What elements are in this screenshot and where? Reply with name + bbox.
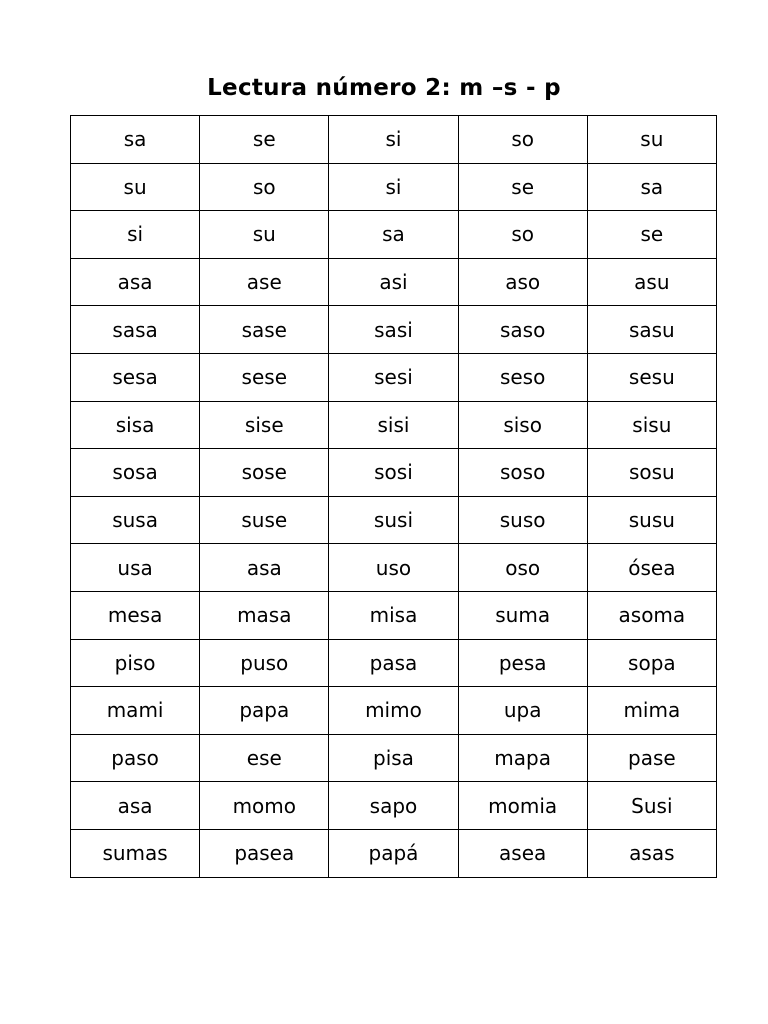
table-row xyxy=(71,829,717,877)
table-cell: si xyxy=(329,116,458,164)
table-cell: sisa xyxy=(71,401,200,449)
table-cell: paso xyxy=(71,734,200,782)
table-row xyxy=(71,306,717,354)
table-cell: sapo xyxy=(329,782,458,830)
table-cell: ase xyxy=(200,258,329,306)
table-cell: so xyxy=(458,211,587,259)
table-cell: momia xyxy=(458,782,587,830)
table-row xyxy=(71,449,717,497)
table-cell: mima xyxy=(587,687,716,735)
table-cell: asea xyxy=(458,829,587,877)
table-cell: asi xyxy=(329,258,458,306)
table-cell: sa xyxy=(71,116,200,164)
table-cell: papa xyxy=(200,687,329,735)
table-cell: saso xyxy=(458,306,587,354)
table-cell: sa xyxy=(329,211,458,259)
table-cell: su xyxy=(200,211,329,259)
table-cell: usa xyxy=(71,544,200,592)
table-cell: papá xyxy=(329,829,458,877)
table-cell: sosa xyxy=(71,449,200,497)
table-cell: suse xyxy=(200,496,329,544)
table-cell: mami xyxy=(71,687,200,735)
table-cell: Susi xyxy=(587,782,716,830)
table-cell: pasa xyxy=(329,639,458,687)
table-cell: asoma xyxy=(587,591,716,639)
table-cell: masa xyxy=(200,591,329,639)
table-cell: oso xyxy=(458,544,587,592)
table-cell: mimo xyxy=(329,687,458,735)
table-row xyxy=(71,687,717,735)
table-cell: sasa xyxy=(71,306,200,354)
table-row xyxy=(71,353,717,401)
table-row xyxy=(71,734,717,782)
table-row xyxy=(71,782,717,830)
table-cell: se xyxy=(200,116,329,164)
table-cell: misa xyxy=(329,591,458,639)
table-cell: sesi xyxy=(329,353,458,401)
table-cell: aso xyxy=(458,258,587,306)
table-cell: asa xyxy=(71,258,200,306)
table-cell: pase xyxy=(587,734,716,782)
table-row xyxy=(71,639,717,687)
table-cell: suma xyxy=(458,591,587,639)
table-cell: asa xyxy=(71,782,200,830)
table-cell: susu xyxy=(587,496,716,544)
table-cell: sosu xyxy=(587,449,716,497)
table-cell: ese xyxy=(200,734,329,782)
table-row xyxy=(71,544,717,592)
table-cell: sa xyxy=(587,163,716,211)
table-cell: sese xyxy=(200,353,329,401)
table-cell: si xyxy=(329,163,458,211)
table-row xyxy=(71,211,717,259)
table-cell: asas xyxy=(587,829,716,877)
table-cell: sasu xyxy=(587,306,716,354)
table-cell: seso xyxy=(458,353,587,401)
table-cell: sase xyxy=(200,306,329,354)
table-cell: sasi xyxy=(329,306,458,354)
syllable-table xyxy=(70,115,717,878)
table-cell: suso xyxy=(458,496,587,544)
table-row xyxy=(71,496,717,544)
table-cell: so xyxy=(200,163,329,211)
table-row xyxy=(71,591,717,639)
table-cell: sose xyxy=(200,449,329,497)
table-cell: si xyxy=(71,211,200,259)
table-cell: sesu xyxy=(587,353,716,401)
table-cell: sise xyxy=(200,401,329,449)
table-cell: pisa xyxy=(329,734,458,782)
table-cell: sosi xyxy=(329,449,458,497)
table-cell: se xyxy=(458,163,587,211)
table-cell: asu xyxy=(587,258,716,306)
table-cell: momo xyxy=(200,782,329,830)
table-cell: asa xyxy=(200,544,329,592)
table-cell: piso xyxy=(71,639,200,687)
syllable-table-body xyxy=(71,116,717,878)
table-cell: pasea xyxy=(200,829,329,877)
table-cell: su xyxy=(587,116,716,164)
table-cell: sisi xyxy=(329,401,458,449)
table-row xyxy=(71,116,717,164)
table-cell: su xyxy=(71,163,200,211)
table-cell: sumas xyxy=(71,829,200,877)
table-cell: mesa xyxy=(71,591,200,639)
table-row xyxy=(71,163,717,211)
table-cell: so xyxy=(458,116,587,164)
table-cell: soso xyxy=(458,449,587,497)
table-cell: puso xyxy=(200,639,329,687)
table-cell: sisu xyxy=(587,401,716,449)
table-row xyxy=(71,258,717,306)
table-cell: susi xyxy=(329,496,458,544)
table-cell: ósea xyxy=(587,544,716,592)
table-cell: upa xyxy=(458,687,587,735)
table-cell: sopa xyxy=(587,639,716,687)
table-cell: mapa xyxy=(458,734,587,782)
table-cell: sesa xyxy=(71,353,200,401)
table-row xyxy=(71,401,717,449)
page-title: Lectura número 2: m –s - p xyxy=(207,75,561,101)
table-cell: siso xyxy=(458,401,587,449)
table-cell: se xyxy=(587,211,716,259)
table-cell: susa xyxy=(71,496,200,544)
table-cell: uso xyxy=(329,544,458,592)
table-cell: pesa xyxy=(458,639,587,687)
